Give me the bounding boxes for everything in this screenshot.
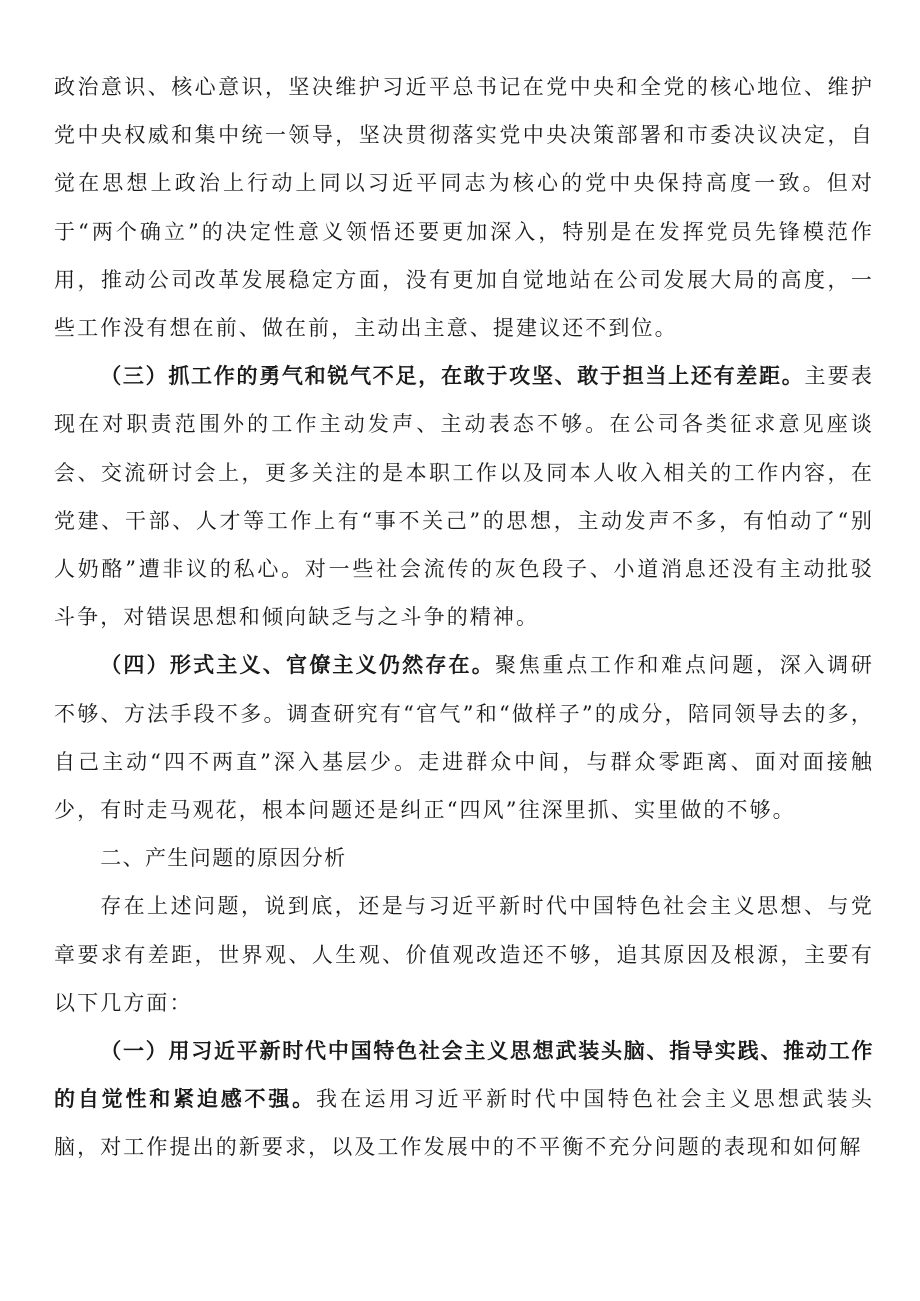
cause-1-heading: （一）用习近平新时代中国特色社会主义思想武装头脑、指导实践、推动工作的自觉性和紧迫感不强。 [54,1039,874,1112]
section-3-heading: （三）抓工作的勇气和锐气不足，在敢于攻坚、敢于担当上还有差距。 [100,364,805,389]
paragraph-cause-intro: 存在上述问题，说到底，还是与习近平新时代中国特色社会主义思想、与党章要求有差距，世界观、人生观、价值观改造还不够，追其原因及根源，主要有以下几方面： [54,894,874,1015]
cause-1-body: 我在运用习近平新时代中国特色社会主义思想武装头脑，对工作提出的新要求，以及工作发展中的不平衡不充分问题的表现和如何解 [54,1087,874,1160]
section-4-body: 聚焦重点工作和难点问题，深入调研不够、方法手段不多。调查研究有“官气”和“做样子”的成分，陪同领导去的多，自己主动“四不两直”深入基层少。走进群众中间，与群众零距离、面对面接触少，有时走马观花，根本问题还是纠正“四风”往深里抓、实里做的不够。 [54,653,874,823]
section-3-body: 主要表现在对职责范围外的工作主动发声、主动表态不够。在公司各类征求意见座谈会、交流研讨会上，更多关注的是本职工作以及同本人收入相关的工作内容，在党建、干部、人才等工作上有“事不关己”的思想，主动发声不多，有怕动了“别人奶酪”遭非议的私心。对一些社会流传的灰色段子、小道消息还没有主动批驳斗争，对错误思想和倾向缺乏与之斗争的精神。 [54,364,874,630]
paragraph-political-awareness: 政治意识、核心意识，坚决维护习近平总书记在党中央和全党的核心地位、维护党中央权威和集中统一领导，坚决贯彻落实党中央决策部署和市委决议决定，自觉在思想上政治上行动上同以习近平同志为核心的党中央保持高度一致。但对于“两个确立”的决定性意义领悟还要更加深入，特别是在发挥党员先锋模范作用，推动公司改革发展稳定方面，没有更加自觉地站在公司发展大局的高度，一些工作没有想在前、做在前，主动出主意、提建议还不到位。 [54,75,874,341]
paragraph-cause-1 [54,1027,874,1172]
paragraph-section-4 [54,641,874,834]
paragraph-section-3 [54,352,874,641]
section-4-heading: （四）形式主义、官僚主义仍然存在。 [100,653,496,678]
document-page [54,63,874,1172]
chapter-2-heading: 二、产生问题的原因分析 [100,846,347,871]
